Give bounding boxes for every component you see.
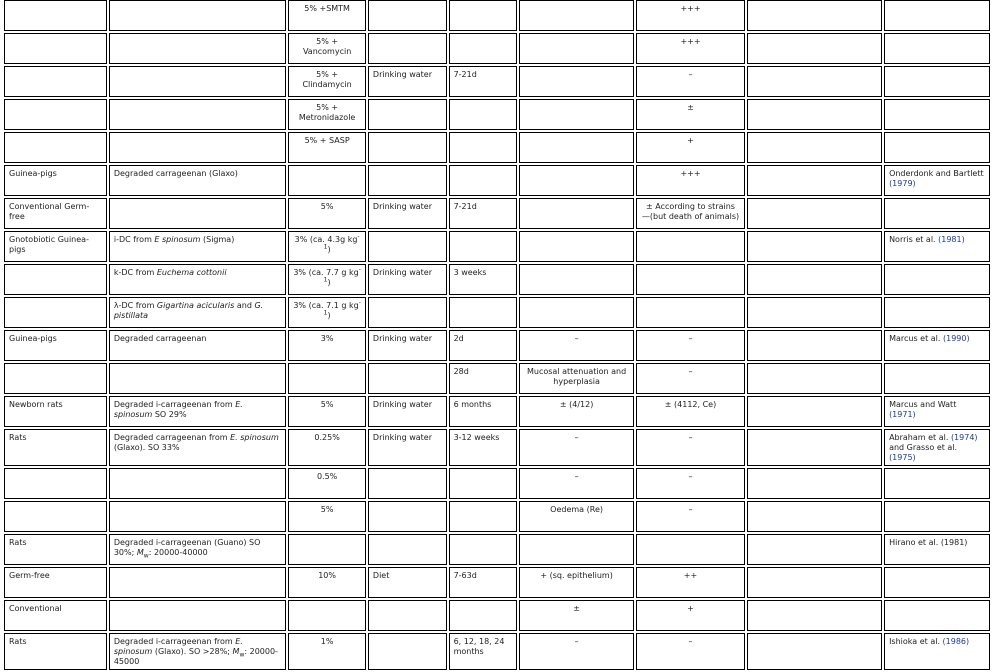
cell-duration bbox=[449, 468, 518, 499]
cell-dose: 1% bbox=[288, 633, 366, 670]
cell-c6: Oedema (Re) bbox=[519, 501, 634, 532]
cell-species bbox=[4, 66, 107, 97]
cell-c7: + bbox=[636, 132, 745, 163]
cell-route bbox=[368, 99, 447, 130]
cell-compound: Degraded carrageenan bbox=[109, 330, 286, 361]
cell-duration bbox=[449, 600, 518, 631]
cell-species: Conventional Germ-free bbox=[4, 198, 107, 229]
ref-link[interactable]: (1981) bbox=[938, 235, 965, 244]
cell-c7 bbox=[636, 534, 745, 565]
cell-species: Newborn rats bbox=[4, 396, 107, 427]
cell-dose: 5% + Clindamycin bbox=[288, 66, 366, 97]
cell-duration bbox=[449, 33, 518, 64]
cell-c8 bbox=[747, 600, 882, 631]
cell-ref bbox=[884, 633, 990, 670]
cell-compound bbox=[109, 534, 286, 565]
compound-italic: Gigartina acicularis bbox=[156, 301, 235, 310]
data-table bbox=[2, 0, 992, 672]
cell-c6 bbox=[519, 33, 634, 64]
cell-duration: 3 weeks bbox=[449, 264, 518, 295]
cell-duration bbox=[449, 0, 518, 31]
ref-link[interactable]: (1979) bbox=[889, 179, 916, 188]
cell-duration bbox=[449, 99, 518, 130]
cell-compound bbox=[109, 567, 286, 598]
cell-dose: 5% + Vancomycin bbox=[288, 33, 366, 64]
ref-link[interactable]: (1974) bbox=[950, 433, 978, 442]
cell-species bbox=[4, 0, 107, 31]
compound-text: and bbox=[234, 301, 255, 310]
cell-compound bbox=[109, 66, 286, 97]
cell-duration bbox=[449, 534, 518, 565]
cell-c6 bbox=[519, 534, 634, 565]
compound-text: Degraded i-carrageenan from bbox=[113, 400, 236, 409]
cell-species: Guinea-pigs bbox=[4, 330, 107, 361]
cell-route: Drinking water bbox=[368, 330, 447, 361]
cell-c8 bbox=[747, 429, 882, 466]
cell-dose: 0.25% bbox=[288, 429, 366, 466]
ref-text: Onderdonk and Bartlett bbox=[889, 169, 984, 178]
cell-c6: – bbox=[519, 468, 634, 499]
cell-c8 bbox=[747, 66, 882, 97]
cell-ref bbox=[884, 198, 990, 229]
cell-c8 bbox=[747, 330, 882, 361]
cell-species bbox=[4, 33, 107, 64]
cell-c6: ± (4/12) bbox=[519, 396, 634, 427]
cell-duration: 28d bbox=[449, 363, 518, 394]
table-row bbox=[4, 297, 990, 328]
cell-duration bbox=[449, 231, 518, 262]
compound-text: (Sigma) bbox=[200, 235, 235, 244]
cell-species bbox=[4, 363, 107, 394]
cell-route bbox=[368, 633, 447, 670]
dose-text: 3% (ca. 7.7 g kg bbox=[293, 268, 359, 277]
cell-c8 bbox=[747, 165, 882, 196]
cell-duration: 7-21d bbox=[449, 198, 518, 229]
cell-ref bbox=[884, 297, 990, 328]
cell-c7: – bbox=[636, 633, 745, 670]
cell-c6 bbox=[519, 231, 634, 262]
dose-text: ) bbox=[327, 311, 331, 320]
ref-text: Norris et al. bbox=[889, 235, 939, 244]
cell-c8 bbox=[747, 198, 882, 229]
cell-c8 bbox=[747, 264, 882, 295]
table-row bbox=[4, 66, 990, 97]
cell-ref bbox=[884, 231, 990, 262]
cell-c6: + (sq. epithelium) bbox=[519, 567, 634, 598]
cell-compound bbox=[109, 501, 286, 532]
cell-dose bbox=[288, 297, 366, 328]
compound-text: Degraded carrageenan from bbox=[113, 433, 231, 442]
cell-duration: 6 months bbox=[449, 396, 518, 427]
cell-duration: 3-12 weeks bbox=[449, 429, 518, 466]
compound-italic: M bbox=[136, 548, 144, 557]
cell-ref bbox=[884, 468, 990, 499]
cell-duration: 6, 12, 18, 24 months bbox=[449, 633, 518, 670]
cell-ref bbox=[884, 99, 990, 130]
cell-ref bbox=[884, 264, 990, 295]
ref-text: Ishioka et al. bbox=[889, 637, 943, 646]
table-body bbox=[4, 0, 990, 670]
cell-c8 bbox=[747, 0, 882, 31]
compound-text: (Glaxo). SO >28%; bbox=[152, 647, 233, 656]
table-row bbox=[4, 231, 990, 262]
cell-compound bbox=[109, 600, 286, 631]
cell-c6 bbox=[519, 165, 634, 196]
cell-route bbox=[368, 297, 447, 328]
cell-c7 bbox=[636, 264, 745, 295]
cell-dose bbox=[288, 600, 366, 631]
ref-link[interactable]: (1990) bbox=[942, 334, 970, 343]
cell-duration bbox=[449, 501, 518, 532]
table-row bbox=[4, 165, 990, 196]
ref-text: Marcus and Watt bbox=[889, 400, 957, 409]
table-row bbox=[4, 330, 990, 361]
cell-duration bbox=[449, 297, 518, 328]
dose-sup: -1 bbox=[323, 266, 361, 284]
table-row bbox=[4, 396, 990, 427]
cell-c7: – bbox=[636, 363, 745, 394]
cell-duration bbox=[449, 132, 518, 163]
cell-compound: Degraded carrageenan (Glaxo) bbox=[109, 165, 286, 196]
cell-c8 bbox=[747, 468, 882, 499]
cell-c7: + bbox=[636, 600, 745, 631]
cell-duration: 7-21d bbox=[449, 66, 518, 97]
cell-species: Gnotobiotic Guinea-pigs bbox=[4, 231, 107, 262]
table-row bbox=[4, 429, 990, 466]
cell-route: Drinking water bbox=[368, 429, 447, 466]
cell-compound bbox=[109, 429, 286, 466]
table-row bbox=[4, 501, 990, 532]
cell-compound bbox=[109, 132, 286, 163]
cell-species: Rats bbox=[4, 633, 107, 670]
cell-c7: – bbox=[636, 66, 745, 97]
cell-c7: ± (4112, Ce) bbox=[636, 396, 745, 427]
table-row bbox=[4, 198, 990, 229]
ref-link[interactable]: (1971) bbox=[889, 410, 916, 419]
cell-c7 bbox=[636, 231, 745, 262]
cell-compound bbox=[109, 396, 286, 427]
table-row bbox=[4, 600, 990, 631]
cell-species bbox=[4, 468, 107, 499]
cell-c8 bbox=[747, 132, 882, 163]
compound-text: k-DC from bbox=[113, 268, 157, 277]
cell-dose: 10% bbox=[288, 567, 366, 598]
cell-compound bbox=[109, 633, 286, 670]
cell-compound bbox=[109, 264, 286, 295]
compound-text: Degraded i-carrageenan (Guano) SO 30%; bbox=[113, 538, 261, 557]
cell-route: Drinking water bbox=[368, 396, 447, 427]
cell-c7: +++ bbox=[636, 165, 745, 196]
cell-c7: ± According to strains —(but death of animals) bbox=[636, 198, 745, 229]
dose-sup: -1 bbox=[323, 299, 361, 317]
cell-ref bbox=[884, 33, 990, 64]
cell-c7 bbox=[636, 297, 745, 328]
cell-ref bbox=[884, 396, 990, 427]
cell-c7: – bbox=[636, 429, 745, 466]
cell-c8 bbox=[747, 33, 882, 64]
cell-ref bbox=[884, 501, 990, 532]
cell-ref bbox=[884, 567, 990, 598]
cell-route: Diet bbox=[368, 567, 447, 598]
cell-ref bbox=[884, 66, 990, 97]
cell-c8 bbox=[747, 567, 882, 598]
compound-italic: E. spinosum bbox=[230, 433, 279, 442]
cell-species bbox=[4, 99, 107, 130]
cell-route bbox=[368, 468, 447, 499]
table-row bbox=[4, 264, 990, 295]
cell-c6: – bbox=[519, 633, 634, 670]
cell-route: Drinking water bbox=[368, 198, 447, 229]
cell-c8 bbox=[747, 297, 882, 328]
compound-italic: E. spinosum bbox=[113, 637, 243, 656]
compound-italic: G. pistillata bbox=[113, 301, 264, 320]
cell-c6: ± bbox=[519, 600, 634, 631]
cell-dose: 3% bbox=[288, 330, 366, 361]
cell-dose bbox=[288, 165, 366, 196]
cell-c6: – bbox=[519, 429, 634, 466]
cell-route bbox=[368, 165, 447, 196]
cell-route bbox=[368, 600, 447, 631]
table-row bbox=[4, 567, 990, 598]
ref-text: Marcus et al. bbox=[889, 334, 943, 343]
cell-duration: 2d bbox=[449, 330, 518, 361]
compound-text: Degraded i-carrageenan from bbox=[113, 637, 236, 646]
cell-species: Rats bbox=[4, 429, 107, 466]
cell-c7: – bbox=[636, 330, 745, 361]
cell-dose: 5% bbox=[288, 198, 366, 229]
cell-c7: – bbox=[636, 501, 745, 532]
cell-compound bbox=[109, 231, 286, 262]
table-row bbox=[4, 0, 990, 31]
cell-c8 bbox=[747, 99, 882, 130]
cell-species: Conventional bbox=[4, 600, 107, 631]
cell-c8 bbox=[747, 534, 882, 565]
cell-c8 bbox=[747, 396, 882, 427]
cell-route bbox=[368, 0, 447, 31]
cell-compound bbox=[109, 0, 286, 31]
cell-route bbox=[368, 363, 447, 394]
cell-compound bbox=[109, 99, 286, 130]
cell-c7: +++ bbox=[636, 33, 745, 64]
compound-text: : 20000-40000 bbox=[148, 548, 208, 557]
dose-sup: -1 bbox=[323, 233, 360, 251]
cell-ref bbox=[884, 0, 990, 31]
compound-sub: w bbox=[143, 552, 149, 560]
cell-dose bbox=[288, 231, 366, 262]
cell-c6 bbox=[519, 99, 634, 130]
table-row bbox=[4, 534, 990, 565]
cell-compound bbox=[109, 363, 286, 394]
cell-c8 bbox=[747, 633, 882, 670]
cell-c6: – bbox=[519, 330, 634, 361]
cell-ref bbox=[884, 165, 990, 196]
ref-text: Abraham et al. bbox=[889, 433, 951, 442]
ref-text: Hirano et al. (1981) bbox=[889, 538, 968, 547]
cell-c7: +++ bbox=[636, 0, 745, 31]
compound-italic: Euchema cottonii bbox=[156, 268, 227, 277]
compound-italic: E. spinosum bbox=[113, 400, 243, 419]
cell-dose bbox=[288, 363, 366, 394]
compound-italic: E spinosum bbox=[154, 235, 201, 244]
cell-route: Drinking water bbox=[368, 66, 447, 97]
cell-route bbox=[368, 132, 447, 163]
cell-ref bbox=[884, 429, 990, 466]
cell-route bbox=[368, 33, 447, 64]
cell-route bbox=[368, 231, 447, 262]
cell-dose bbox=[288, 264, 366, 295]
dose-text: 3% (ca. 4.3g kg bbox=[294, 235, 358, 244]
cell-c7: ++ bbox=[636, 567, 745, 598]
cell-dose: 0.5% bbox=[288, 468, 366, 499]
cell-species: Rats bbox=[4, 534, 107, 565]
ref-text: and Grasso et al. bbox=[889, 443, 958, 452]
cell-species bbox=[4, 501, 107, 532]
table-row bbox=[4, 99, 990, 130]
cell-compound bbox=[109, 33, 286, 64]
table-row bbox=[4, 633, 990, 670]
table-row bbox=[4, 33, 990, 64]
compound-text: : 20000-45000 bbox=[113, 647, 278, 666]
dose-text: ) bbox=[327, 278, 331, 287]
cell-c8 bbox=[747, 231, 882, 262]
cell-c7: – bbox=[636, 468, 745, 499]
cell-species: Germ-free bbox=[4, 567, 107, 598]
ref-link[interactable]: (1975) bbox=[889, 453, 916, 462]
cell-c8 bbox=[747, 363, 882, 394]
cell-duration: 7-63d bbox=[449, 567, 518, 598]
cell-c6 bbox=[519, 0, 634, 31]
cell-ref bbox=[884, 600, 990, 631]
compound-text: SO 29% bbox=[152, 410, 187, 419]
cell-ref bbox=[884, 534, 990, 565]
cell-route: Drinking water bbox=[368, 264, 447, 295]
cell-c6 bbox=[519, 66, 634, 97]
cell-duration bbox=[449, 165, 518, 196]
cell-c6 bbox=[519, 198, 634, 229]
cell-species bbox=[4, 264, 107, 295]
dose-text: 3% (ca. 7.1 g kg bbox=[293, 301, 359, 310]
cell-c8 bbox=[747, 501, 882, 532]
table-row bbox=[4, 132, 990, 163]
cell-compound bbox=[109, 198, 286, 229]
cell-dose bbox=[288, 534, 366, 565]
cell-route bbox=[368, 534, 447, 565]
cell-c6 bbox=[519, 297, 634, 328]
cell-c7: ± bbox=[636, 99, 745, 130]
compound-text: (Glaxo). SO 33% bbox=[113, 443, 180, 452]
compound-italic: M bbox=[232, 647, 240, 656]
cell-dose: 5% bbox=[288, 396, 366, 427]
table-row bbox=[4, 363, 990, 394]
dose-text: ) bbox=[327, 245, 331, 254]
cell-ref bbox=[884, 363, 990, 394]
cell-route bbox=[368, 501, 447, 532]
cell-species: Guinea-pigs bbox=[4, 165, 107, 196]
cell-ref bbox=[884, 330, 990, 361]
compound-text: λ-DC from bbox=[113, 301, 157, 310]
ref-link[interactable]: (1986) bbox=[942, 637, 970, 646]
cell-dose: 5% bbox=[288, 501, 366, 532]
cell-compound bbox=[109, 468, 286, 499]
cell-c6 bbox=[519, 264, 634, 295]
table-row bbox=[4, 468, 990, 499]
cell-c6 bbox=[519, 132, 634, 163]
cell-ref bbox=[884, 132, 990, 163]
cell-species bbox=[4, 132, 107, 163]
cell-compound bbox=[109, 297, 286, 328]
compound-text: i-DC from bbox=[113, 235, 155, 244]
cell-c6: Mucosal attenuation and hyperplasia bbox=[519, 363, 634, 394]
cell-dose: 5% + SASP bbox=[288, 132, 366, 163]
cell-dose: 5% + Metronidazole bbox=[288, 99, 366, 130]
cell-species bbox=[4, 297, 107, 328]
compound-sub: w bbox=[239, 651, 245, 659]
cell-dose: 5% +SMTM bbox=[288, 0, 366, 31]
